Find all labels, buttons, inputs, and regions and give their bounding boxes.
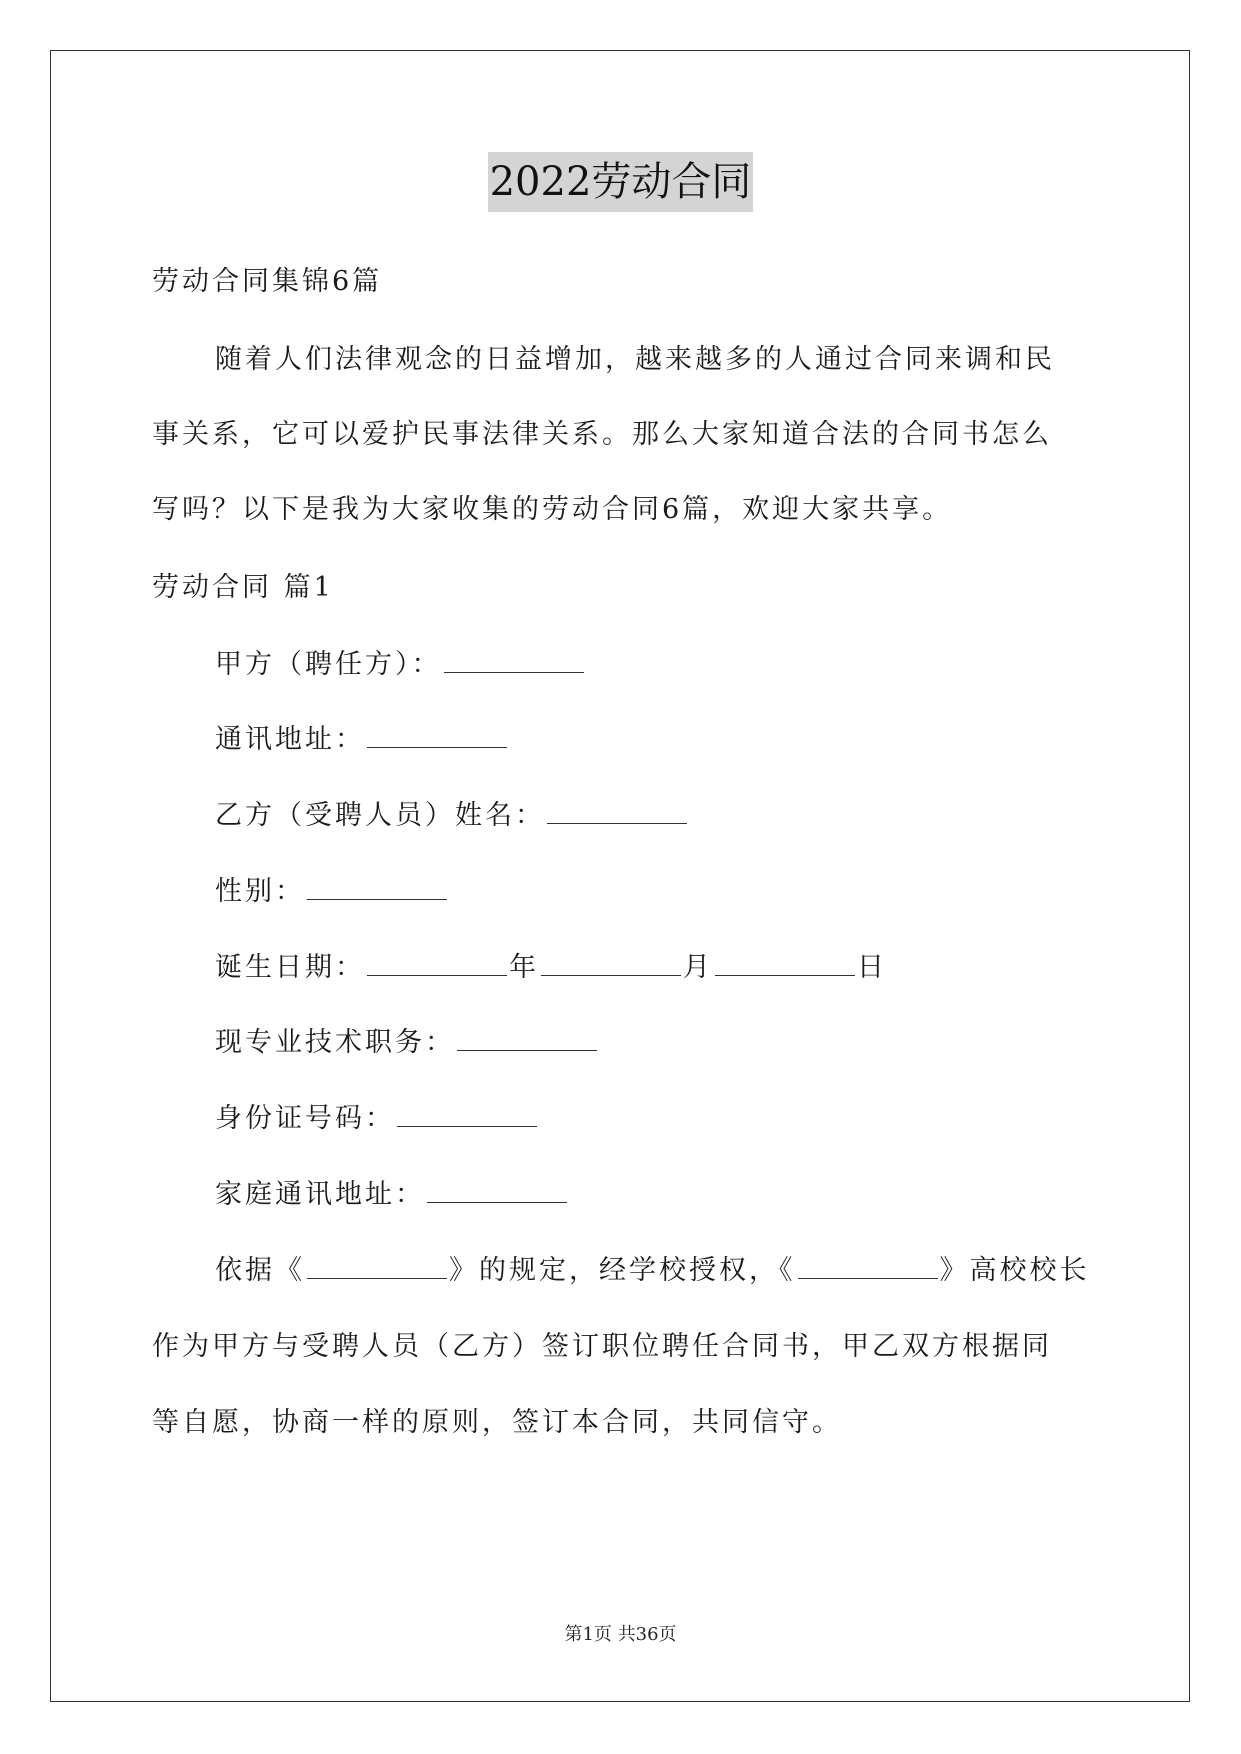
field-address	[215, 720, 509, 760]
intro-line-3: 写吗？以下是我为大家收集的劳动合同6篇，欢迎大家共享。	[152, 494, 953, 525]
birth-month-label: 月	[683, 952, 713, 983]
field-party-b	[215, 796, 689, 836]
field-id-number-label: 身份证号码：	[215, 1103, 395, 1134]
intro-line-2: 事关系，它可以爱护民事法律关系。那么大家知道合法的合同书怎么	[152, 419, 1052, 450]
field-id-number	[215, 1099, 539, 1139]
basis-line-1b: 》的规定，经学校授权，《	[449, 1255, 796, 1286]
birth-year-label: 年	[509, 952, 539, 983]
birth-day-label: 日	[857, 952, 887, 983]
field-birthdate-label: 诞生日期：	[215, 952, 365, 983]
field-home-address-label: 家庭通讯地址：	[215, 1179, 425, 1210]
school-blank	[798, 1256, 938, 1279]
field-home-address	[215, 1175, 569, 1215]
document-title-text: 2022劳动合同	[488, 152, 754, 212]
birth-day-blank	[715, 953, 855, 976]
field-birthdate	[215, 948, 887, 988]
basis-line-1c: 》高校校长	[939, 1255, 1090, 1286]
gender-blank	[307, 877, 447, 900]
address-blank	[367, 725, 507, 748]
subtitle: 劳动合同集锦6篇	[152, 266, 383, 297]
basis-line-2: 作为甲方与受聘人员（乙方）签订职位聘任合同书，甲乙双方根据同	[152, 1331, 1052, 1362]
intro-line-1: 随着人们法律观念的日益增加，越来越多的人通过合同来调和民	[215, 344, 1055, 375]
basis-line-3: 等自愿，协商一样的原则，签订本合同，共同信守。	[152, 1407, 842, 1438]
field-address-label: 通讯地址：	[215, 724, 365, 755]
party-a-blank	[444, 650, 584, 673]
title-blank	[457, 1028, 597, 1051]
home-address-blank	[427, 1180, 567, 1203]
regulation-blank	[307, 1256, 447, 1279]
section-heading: 劳动合同 篇1	[152, 572, 334, 603]
id-number-blank	[397, 1104, 537, 1127]
field-party-a	[215, 645, 586, 685]
birth-year-blank	[367, 953, 507, 976]
field-gender-label: 性别：	[215, 876, 305, 907]
party-b-blank	[547, 801, 687, 824]
basis-line-1	[215, 1251, 1090, 1291]
field-title	[215, 1023, 599, 1063]
basis-line-1a: 依据《	[215, 1255, 305, 1286]
page-footer: 第1页 共36页	[564, 1624, 677, 1645]
birth-month-blank	[541, 953, 681, 976]
field-gender	[215, 872, 449, 912]
field-party-a-label: 甲方（聘任方）：	[215, 649, 442, 680]
document-title	[0, 152, 1241, 212]
field-party-b-label: 乙方（受聘人员）姓名：	[215, 800, 545, 831]
field-title-label: 现专业技术职务：	[215, 1027, 455, 1058]
